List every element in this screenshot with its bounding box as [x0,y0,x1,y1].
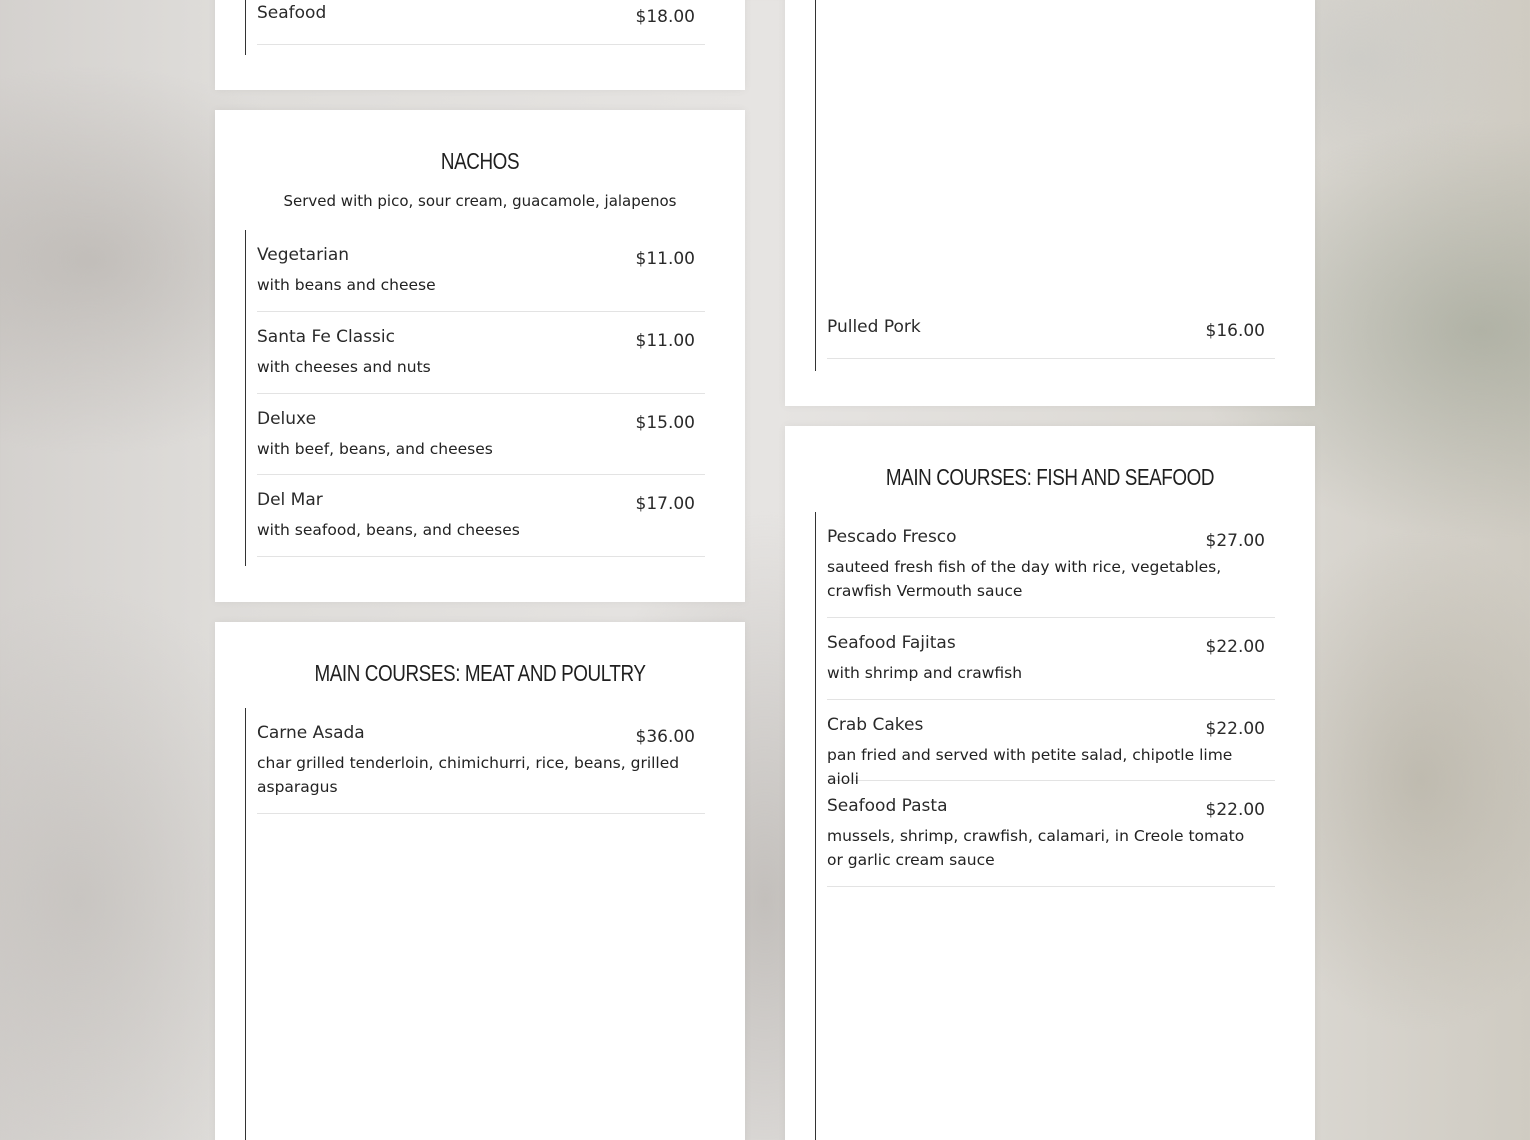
menu-card-meat-partial [785,0,1315,406]
item-price: $16.00 [1205,321,1265,341]
item-price: $11.00 [635,249,695,269]
menu-card-fish-seafood [785,426,1315,1140]
menu-item-list [815,0,1275,371]
item-name: Crab Cakes [827,715,924,735]
item-price: $22.00 [1205,719,1265,739]
item-price: $36.00 [635,727,695,747]
item-price: $22.00 [1205,637,1265,657]
item-description: pan fried and served with petite salad, chipotle lime aioli [827,746,1233,788]
menu-item [827,700,1275,788]
item-description: with beef, beans, and cheeses [257,440,493,458]
menu-item [257,394,705,475]
menu-item-list [245,708,705,1140]
menu-item [257,0,705,45]
menu-item [827,781,1275,887]
item-description: sauteed fresh fish of the day with rice, vegetables, crawfish Vermouth sauce [827,558,1222,600]
menu-item [257,230,705,312]
item-name: Pescado Fresco [827,527,957,547]
item-name: Del Mar [257,490,323,510]
menu-card-meat-poultry [215,622,745,1140]
item-description: with shrimp and crawfish [827,664,1023,682]
menu-item-list [815,512,1275,1140]
item-price: $18.00 [635,7,695,27]
item-price: $17.00 [635,494,695,514]
section-subtitle: Served with pico, sour cream, guacamole, jalapenos [283,192,677,210]
menu-item [257,708,705,814]
menu-item [257,475,705,557]
menu-item-list [245,0,705,55]
item-price: $27.00 [1205,531,1265,551]
menu-card-nachos [215,110,745,602]
item-price: $11.00 [635,331,695,351]
section-title: MAIN COURSES: MEAT AND POULTRY [314,660,646,686]
menu-item [827,512,1275,618]
section-title: MAIN COURSES: FISH AND SEAFOOD [885,464,1215,490]
menu-item [827,618,1275,700]
item-price: $15.00 [635,413,695,433]
item-description: with seafood, beans, and cheeses [257,521,520,539]
item-description: char grilled tenderloin, chimichurri, rice, beans, grilled asparagus [257,754,680,796]
item-name: Vegetarian [257,245,350,265]
item-name: Seafood Pasta [827,796,948,816]
item-name: Seafood Fajitas [827,633,956,653]
item-price: $22.00 [1205,800,1265,820]
menu-card-tacos-partial [215,0,745,90]
menu-item [257,312,705,394]
item-description: with cheeses and nuts [257,358,431,376]
item-name: Santa Fe Classic [257,327,395,347]
menu-item-list [245,230,705,566]
section-title: NACHOS [440,148,520,174]
item-name: Carne Asada [257,723,365,743]
item-description: mussels, shrimp, crawfish, calamari, in Creole tomato or garlic cream sauce [827,827,1245,869]
item-name: Pulled Pork [827,317,921,337]
item-name: Seafood [257,3,327,23]
menu-item [827,316,1275,359]
item-description: with beans and cheese [257,276,436,294]
item-name: Deluxe [257,409,317,429]
